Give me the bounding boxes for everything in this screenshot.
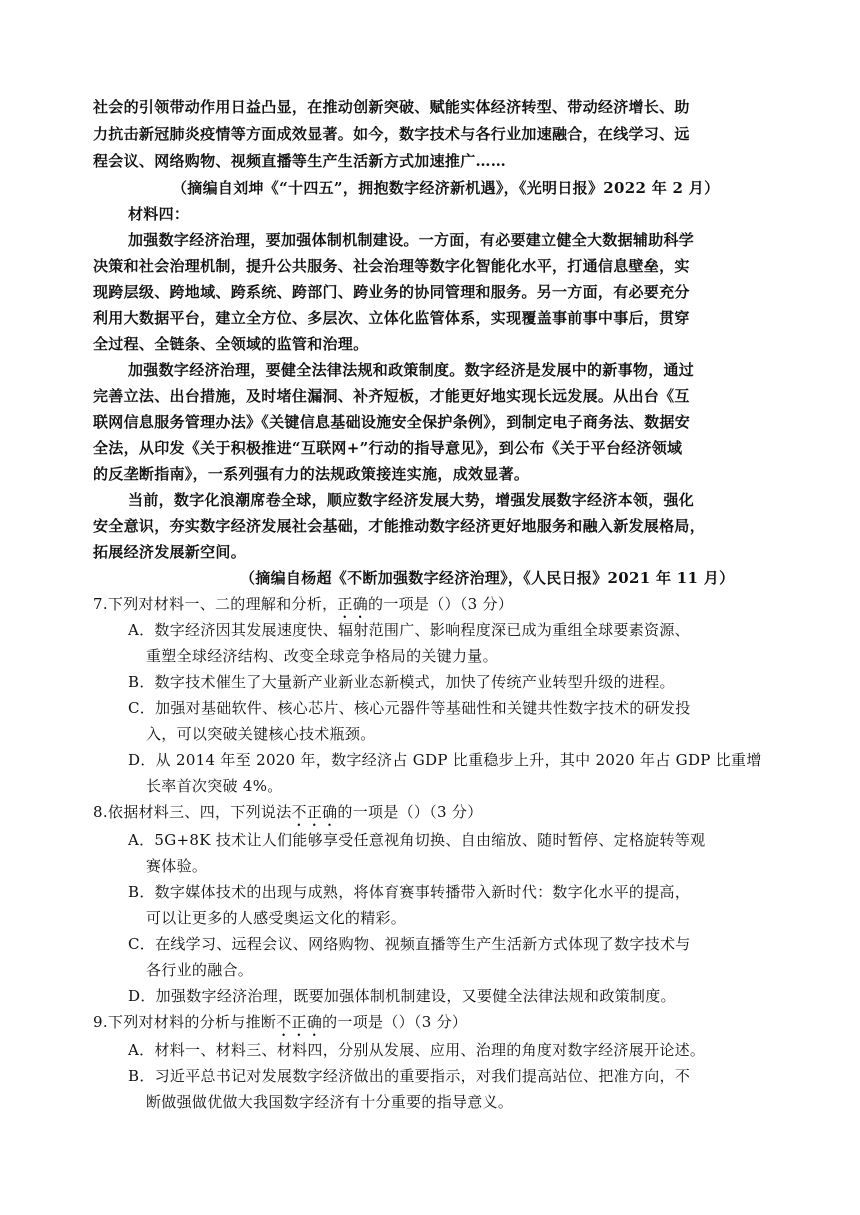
question-8-option: D．加强数字经济治理，既要加强体制机制建设，又要健全法律法规和政策制度。 bbox=[128, 987, 676, 1005]
question-9-post: 的一项是（）（3 分） bbox=[322, 1013, 468, 1031]
question-8-pre: 8.依据材料三、四，下列说法 bbox=[93, 803, 292, 821]
material4-line: 现跨层级、跨地域、跨系统、跨部门、跨业务的协同管理和服务。另一方面，有必要充分 bbox=[93, 283, 690, 301]
question-7-option: 重塑全球经济结构、改变全球竞争格局的关键力量。 bbox=[146, 647, 498, 665]
material4-heading: 材料四： bbox=[128, 205, 190, 223]
question-8-option: B．数字媒体技术的出现与成熟，将体育赛事转播带入新时代：数字化水平的提高， bbox=[128, 883, 691, 901]
material4-line: 加强数字经济治理，要加强体制机制建设。一方面，有必要建立健全大数据辅助科学 bbox=[128, 231, 695, 249]
question-8-option: 赛体验。 bbox=[146, 857, 208, 875]
question-7-post: 的一项是（）（3 分） bbox=[368, 595, 514, 613]
material4-line: 的反垄断指南》，一系列强有力的法规政策接连实施，成效显著。 bbox=[93, 465, 530, 483]
material3-line: 力抗击新冠肺炎疫情等方面成效显著。如今，数字技术与各行业加速融合，在线学习、远 bbox=[93, 125, 690, 143]
question-7-option: 入，可以突破关键核心技术瓶颈。 bbox=[146, 725, 376, 743]
question-8-stem bbox=[93, 802, 483, 830]
material4-line: 决策和社会治理机制，提升公共服务、社会治理等数字化智能化水平，打通信息壁垒，实 bbox=[93, 257, 690, 275]
material4-line: 全过程、全链条、全领域的监管和治理。 bbox=[93, 335, 369, 353]
question-9-pre: 9.下列对材料的分析与推断 bbox=[93, 1013, 277, 1031]
material4-line: 当前，数字化浪潮席卷全球，顺应数字经济发展大势，增强发展数字经济本领，强化 bbox=[128, 491, 695, 509]
material4-line: 完善立法、出台措施，及时堵住漏洞、补齐短板，才能更好地实现长远发展。从出台《互 bbox=[93, 387, 690, 405]
material4-line: 全法，从印发《关于积极推进“互联网+”行动的指导意见》，到公布《关于平台经济领域 bbox=[93, 439, 683, 457]
question-9-option: A．材料一、材料三、材料四，分别从发展、应用、治理的角度对数字经济展开论述。 bbox=[128, 1041, 706, 1059]
question-9-stem bbox=[93, 1012, 467, 1040]
material4-line: 拓展经济发展新空间。 bbox=[93, 543, 247, 561]
question-8-option: A．5G+8K 技术让人们能够享受任意视角切换、自由缩放、随时暂停、定格旋转等观 bbox=[128, 831, 706, 849]
question-9-option: 断做强做优做大我国数字经济有十分重要的指导意义。 bbox=[146, 1093, 514, 1111]
question-7-option: B．数字技术催生了大量新产业新业态新模式，加快了传统产业转型升级的进程。 bbox=[128, 673, 675, 691]
question-9-emphasis: 不正确 bbox=[276, 1013, 323, 1031]
question-9-option: B．习近平总书记对发展数字经济做出的重要指示，对我们提高站位、把准方向，不 bbox=[128, 1067, 691, 1085]
question-7-pre: 7.下列对材料一、二的理解和分析， bbox=[93, 595, 338, 613]
material3-line: 程会议、网络购物、视频直播等生产生活新方式加速推广…… bbox=[93, 152, 507, 170]
material3-line: 社会的引领带动作用日益凸显，在推动创新突破、赋能实体经济转型、带动经济增长、助 bbox=[93, 98, 690, 116]
material4-line: 安全意识，夯实数字经济发展社会基础，才能推动数字经济更好地服务和融入新发展格局， bbox=[93, 517, 706, 535]
question-8-option: 各行业的融合。 bbox=[146, 961, 254, 979]
material4-line: 利用大数据平台，建立全方位、多层次、立体化监管体系，实现覆盖事前事中事后，贯穿 bbox=[93, 309, 690, 327]
question-8-option: C．在线学习、远程会议、网络购物、视频直播等生产生活新方式体现了数字技术与 bbox=[128, 935, 691, 953]
question-8-emphasis: 不正确 bbox=[291, 803, 338, 821]
question-8-post: 的一项是（）（3 分） bbox=[337, 803, 483, 821]
question-7-option: C．加强对基础软件、核心芯片、核心元器件等基础性和关键共性数字技术的研发投 bbox=[128, 699, 691, 717]
question-7-option: A．数字经济因其发展速度快、辐射范围广、影响程度深已成为重组全球要素资源、 bbox=[128, 621, 690, 639]
question-8-option: 可以让更多的人感受奥运文化的精彩。 bbox=[146, 909, 407, 927]
material3-source: （摘编自刘坤《“十四五”，拥抱数字经济新机遇》，《光明日报》2022 年 2 月） bbox=[172, 179, 720, 197]
question-7-option: D．从 2014 年至 2020 年，数字经济占 GDP 比重稳步上升，其中 2020 年占 GDP 比重增 bbox=[128, 751, 762, 769]
material4-line: 联网信息服务管理办法》《关键信息基础设施安全保护条例》，到制定电子商务法、数据安 bbox=[93, 413, 691, 431]
question-7-emphasis: 正确 bbox=[337, 595, 369, 613]
question-7-stem bbox=[93, 594, 513, 622]
question-7-option: 长率首次突破 4%。 bbox=[146, 777, 283, 795]
material4-line: 加强数字经济治理，要健全法律法规和政策制度。数字经济是发展中的新事物，通过 bbox=[128, 361, 695, 379]
material4-source: （摘编自杨超《不断加强数字经济治理》，《人民日报》2021 年 11 月） bbox=[240, 569, 735, 587]
